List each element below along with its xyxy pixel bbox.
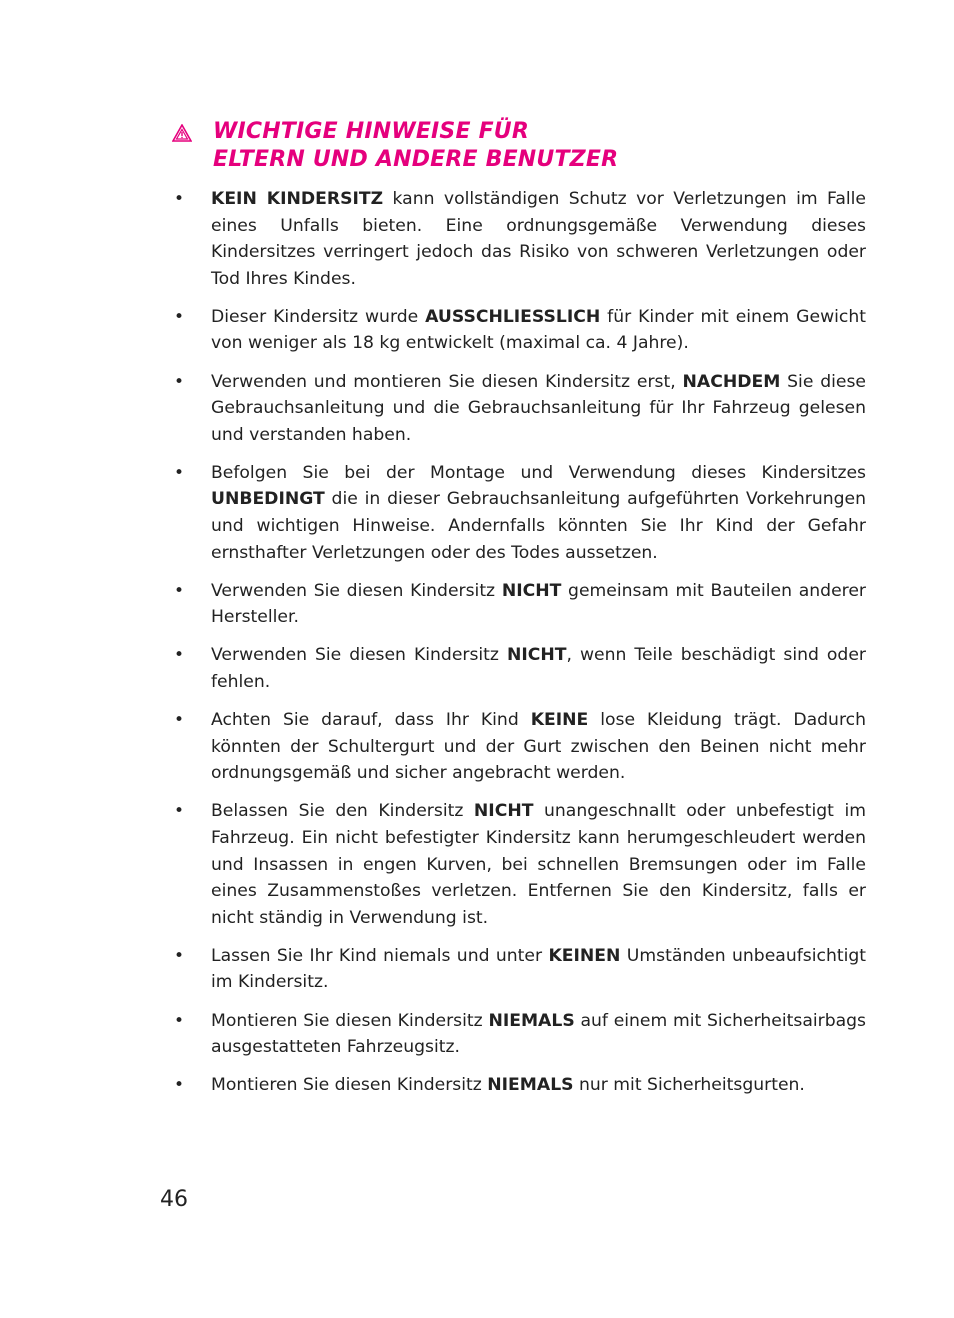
item-emphasis: NIEMALS [487, 1075, 574, 1096]
bullet-icon: • [174, 945, 185, 966]
item-text: Lassen Sie Ihr Kind niemals und unter [211, 945, 549, 966]
list-item [172, 1008, 866, 1061]
item-text: Dieser Kindersitz wurde [211, 306, 426, 327]
item-text: für Kinder mit einem Gewicht von weniger als 18 kg entwickelt (maximal ca. 4 Jahre). [211, 306, 866, 354]
bullet-icon: • [174, 710, 185, 731]
bullet-icon: • [174, 462, 185, 483]
item-text: gemeinsam mit Bauteilen anderer Hersteller. [211, 580, 866, 628]
item-emphasis: KEINE [530, 710, 589, 731]
item-text: unangeschnallt oder unbefestigt im Fahrzeug. Ein nicht befestigter Kindersitz kann herumgeschleudert werden und Insassen in engen Kurven, bei schnellen Bremsungen oder im Falle eines Zusammenstoßes verletzen. Entfernen Sie den Kindersitz, falls er nicht ständig in Verwendung ist. [211, 801, 866, 928]
bullet-icon: • [174, 645, 185, 666]
item-emphasis: NICHT [501, 580, 562, 601]
bullet-icon: • [174, 1010, 185, 1031]
item-emphasis: NICHT [473, 801, 534, 822]
item-emphasis: NACHDEM [682, 371, 781, 392]
item-emphasis: KEIN KINDERSITZ [211, 189, 384, 209]
section-heading [172, 118, 872, 174]
item-emphasis: NIEMALS [488, 1010, 575, 1031]
item-text: , wenn Teile beschädigt sind oder fehlen. [211, 645, 866, 692]
item-text: lose Kleidung trägt. Dadurch könnten der Schultergurt und der Gurt zwischen den Beinen nicht mehr ordnungsgemäß und sicher angebracht werden. [211, 710, 866, 784]
bullet-icon: • [174, 371, 185, 392]
item-text: nur mit Sicherheitsgurten. [573, 1075, 805, 1096]
bullet-icon: • [174, 1075, 185, 1096]
item-text: Verwenden und montieren Sie diesen Kindersitz erst, [211, 371, 683, 392]
list-item [172, 707, 866, 787]
warning-triangle-icon [172, 124, 192, 142]
item-text: Umständen unbeaufsichtigt im Kindersitz. [211, 945, 866, 993]
heading-line-2: ELTERN UND ANDERE BENUTZER [213, 147, 619, 172]
heading-line-1: WICHTIGE HINWEISE FÜR [213, 119, 530, 144]
list-item [172, 578, 866, 631]
item-text: Montieren Sie diesen Kindersitz [211, 1010, 489, 1031]
list-item [172, 798, 866, 931]
bullet-icon: • [174, 580, 185, 601]
item-text: Sie diese Gebrauchsanleitung und die Gebrauchsanleitung für Ihr Fahrzeug gelesen und verstanden haben. [211, 371, 866, 445]
list-item [172, 1072, 866, 1099]
item-text: auf einem mit Sicherheitsairbags ausgestatteten Fahrzeugsitz. [211, 1010, 866, 1058]
item-text: Verwenden Sie diesen Kindersitz [211, 580, 502, 601]
list-item [172, 460, 866, 566]
list-item [172, 642, 866, 695]
bullet-icon: • [174, 306, 185, 327]
item-emphasis: KEINEN [548, 945, 621, 966]
bullet-icon: • [174, 801, 185, 822]
list-item [172, 369, 866, 449]
list-item [172, 304, 866, 357]
page-number: 46 [160, 1187, 188, 1212]
safety-notes-list [172, 186, 866, 1110]
item-text: Belassen Sie den Kindersitz [211, 801, 474, 822]
bullet-icon: • [174, 189, 185, 209]
item-text: Achten Sie darauf, dass Ihr Kind [211, 710, 531, 731]
list-item [172, 186, 866, 292]
item-text: Montieren Sie diesen Kindersitz [211, 1075, 488, 1096]
item-text: kann vollständigen Schutz vor Verletzungen im Falle eines Unfalls bieten. Eine ordnungsgemäße Verwendung dieses Kindersitzes verringert jedoch das Risiko von schweren Verletzungen oder Tod Ihres Kindes. [211, 189, 866, 289]
item-text: Befolgen Sie bei der Montage und Verwendung dieses Kindersitzes [211, 462, 866, 483]
item-emphasis: AUSSCHLIESSLICH [425, 306, 601, 327]
item-text: die in dieser Gebrauchsanleitung aufgeführten Vorkehrungen und wichtigen Hinweise. Andernfalls könnten Sie Ihr Kind der Gefahr ernsthafter Verletzungen oder des Todes aussetzen. [211, 489, 866, 563]
item-emphasis: NICHT [506, 645, 567, 666]
item-emphasis: UNBEDINGT [211, 489, 325, 510]
item-text: Verwenden Sie diesen Kindersitz [211, 645, 507, 666]
list-item [172, 943, 866, 996]
